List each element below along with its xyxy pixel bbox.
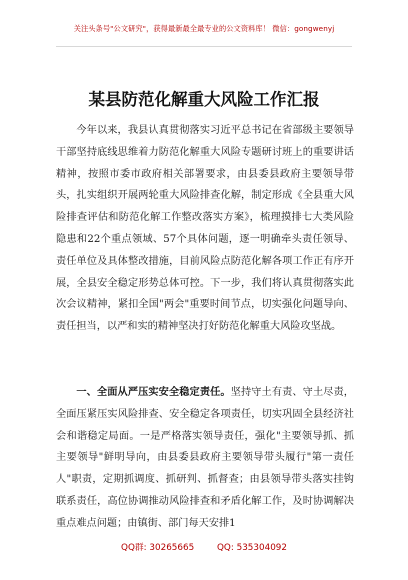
section-1-body: 坚持守土有责、守土尽责，全面压紧压实风险排查、安全稳定各项责任，切实巩固全县经济社会和谐稳定局面。一是严格落实领导责任，强化"主要领导抓、抓主要领导"鲜明导向，由县委县政府主要领导带头履行"第一责任人"职责，定期抓调度、抓研判、抓督查；由县领导带头落实挂钩联系责任，高位协调推动风险排查和矛盾化解工作，及时协调解决重点难点问题；由镇街、部门每天安排1 xyxy=(56,387,354,529)
header-divider xyxy=(56,46,352,47)
footer-qq-group: QQ群: 30265665 xyxy=(121,543,195,553)
footer-contacts xyxy=(0,540,408,553)
section-1-paragraph xyxy=(56,382,354,535)
document-title: 某县防范化解重大风险工作汇报 xyxy=(88,90,320,109)
paragraph-intro xyxy=(56,120,354,338)
footer-qq: QQ: 535304092 xyxy=(217,543,287,553)
section-1-heading: 一、全面从严压实安全稳定责任。 xyxy=(76,386,231,398)
paragraph-section-1 xyxy=(56,382,354,535)
paragraph-1-text: 今年以来，我县认真贯彻落实习近平总书记在省部级主要领导干部坚持底线思维着力防范化解重大风险专题研讨班上的重要讲话精神，按照市委市政府相关部署要求，由县委县政府主要领导带头，扎实组织开展两轮重大风险排查化解，制定形成《全县重大风险排查评估和防范化解工作整改落实方案》，梳理摸排七大类风险隐患和22个重点领域、57个具体问题，逐一明确牵头责任领导、责任单位及具体整改措施，目前风险点防范化解各项工作正有序开展，全县安全稳定形势总体可控。下一步，我们将认真贯彻落实此次会议精神，紧扣全国"两会"重要时间节点，切实强化问题导向、责任担当，以严和实的精神坚决打好防范化解重大风险攻坚战。 xyxy=(56,125,354,333)
header-notice: 关注头条号"公文研究"，获得最新最全最专业的公文资料库！ 微信：gongwenyj xyxy=(73,24,335,33)
